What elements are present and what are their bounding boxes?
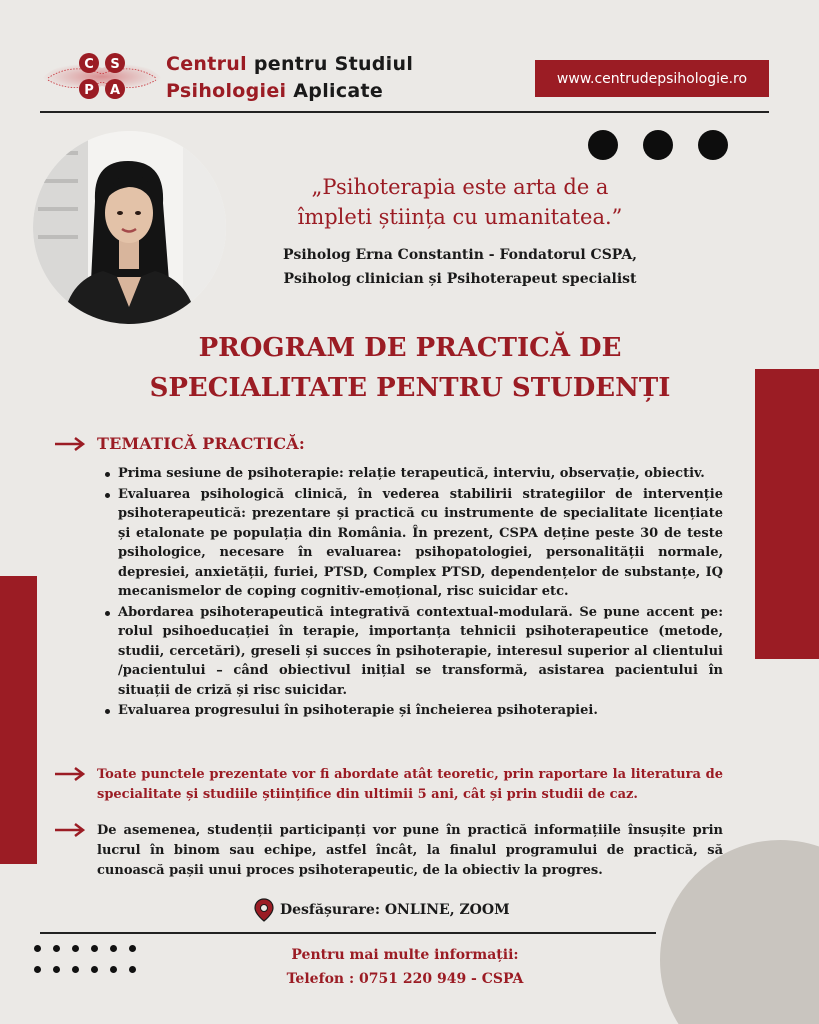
quote-line: împleti știința cu umanitatea.” — [297, 205, 623, 229]
red-side-block-left — [0, 576, 37, 864]
brand-name — [166, 51, 413, 105]
brand-word: pentru — [253, 53, 328, 75]
logo-letter-p: P — [84, 83, 94, 98]
page-title — [100, 328, 720, 408]
arrow-right-icon — [55, 823, 85, 837]
contact-phone[interactable]: Telefon : 0751 220 949 - CSPA — [286, 971, 524, 987]
decor-dot — [698, 130, 728, 160]
dot-grid — [34, 945, 144, 977]
location-text: Desfășurare: ONLINE, ZOOM — [280, 902, 510, 918]
contact-heading: Pentru mai multe informații: — [291, 947, 519, 963]
author-line: Psiholog Erna Constantin - Fondatorul CSPA, — [282, 247, 638, 263]
quote-block — [240, 172, 680, 232]
arrow-right-icon — [55, 767, 85, 781]
author-line: Psiholog clinician și Psihoterapeut specialist — [283, 271, 637, 287]
title-line: SPECIALITATE PENTRU STUDENȚI — [149, 373, 671, 403]
decor-dot — [588, 130, 618, 160]
contact-info — [270, 943, 540, 991]
note-practice: De asemenea, studenții participanți vor pune în practică informațiile însușite prin lucrul în binom sau echipe, astfel încât, la finalul programului de practică, să cunoască pașii unui proces psihoterapeutic, de la obiectiv la progres. — [97, 823, 723, 878]
cspa-logo — [38, 48, 166, 104]
section-heading: TEMATICĂ PRACTICĂ: — [97, 434, 305, 453]
brand-word: Studiul — [334, 53, 414, 75]
list-item: Abordarea psihoterapeutică integrativă contextual-modulară. Se pune accent pe: rolul psihoeducației în terapie, importanța tehnicii psihoterapeutice (metode, studii, cercetări), greseli și succes în psihoterapie, interesul superior al clientului /pacientului – când obiectivul inițial se transformă, asistarea pacientului în situații de criză și risc suicidar. — [118, 603, 723, 701]
red-side-block-right — [755, 369, 819, 659]
footer-divider — [40, 932, 656, 934]
title-line: PROGRAM DE PRACTICĂ DE — [198, 333, 622, 363]
location-info — [254, 898, 510, 922]
logo-letter-c: C — [84, 57, 94, 72]
header-divider — [40, 111, 769, 113]
arrow-right-icon — [55, 437, 85, 451]
brand-word: Centrul — [166, 53, 247, 75]
list-item: Evaluarea psihologică clinică, în vederea stabilirii strategiilor de intervenție psihoterapeutică: prezentare și practică cu instrumente de specialitate licențiate și etalonate pe populația din România. În prezent, CSPA deține peste 30 de teste psihologice, necesare în evaluarea: psihopatologiei, personalității normale, depresiei, anxietății, furiei, PTSD, Complex PTSD, dependențelor de substanțe, IQ mecanismelor de coping cognitiv-emoțional, risc suicidar etc. — [118, 485, 723, 602]
brand-word: Aplicate — [293, 80, 384, 102]
logo-letter-a: A — [109, 83, 121, 98]
logo-letter-s: S — [110, 57, 120, 72]
list-item: Prima sesiune de psihoterapie: relație terapeutică, interviu, observație, obiectiv. — [118, 464, 723, 484]
map-pin-icon — [254, 898, 274, 922]
brand-word: Psihologiei — [166, 80, 287, 102]
website-link[interactable]: www.centrudepsihologie.ro — [535, 60, 769, 97]
note-theory: Toate punctele prezentate vor fi abordate atât teoretic, prin raportare la literatura de specialitate și studiile științifice din ultimii 5 ani, cât și prin studii de caz. — [97, 767, 723, 802]
founder-photo — [33, 131, 226, 324]
list-item: Evaluarea progresului în psihoterapie și încheierea psihoterapiei. — [118, 701, 723, 721]
quote-author — [240, 243, 680, 291]
quote-line: „Psihoterapia este arta de a — [311, 175, 609, 199]
topics-list — [118, 464, 723, 722]
decor-dot — [643, 130, 673, 160]
